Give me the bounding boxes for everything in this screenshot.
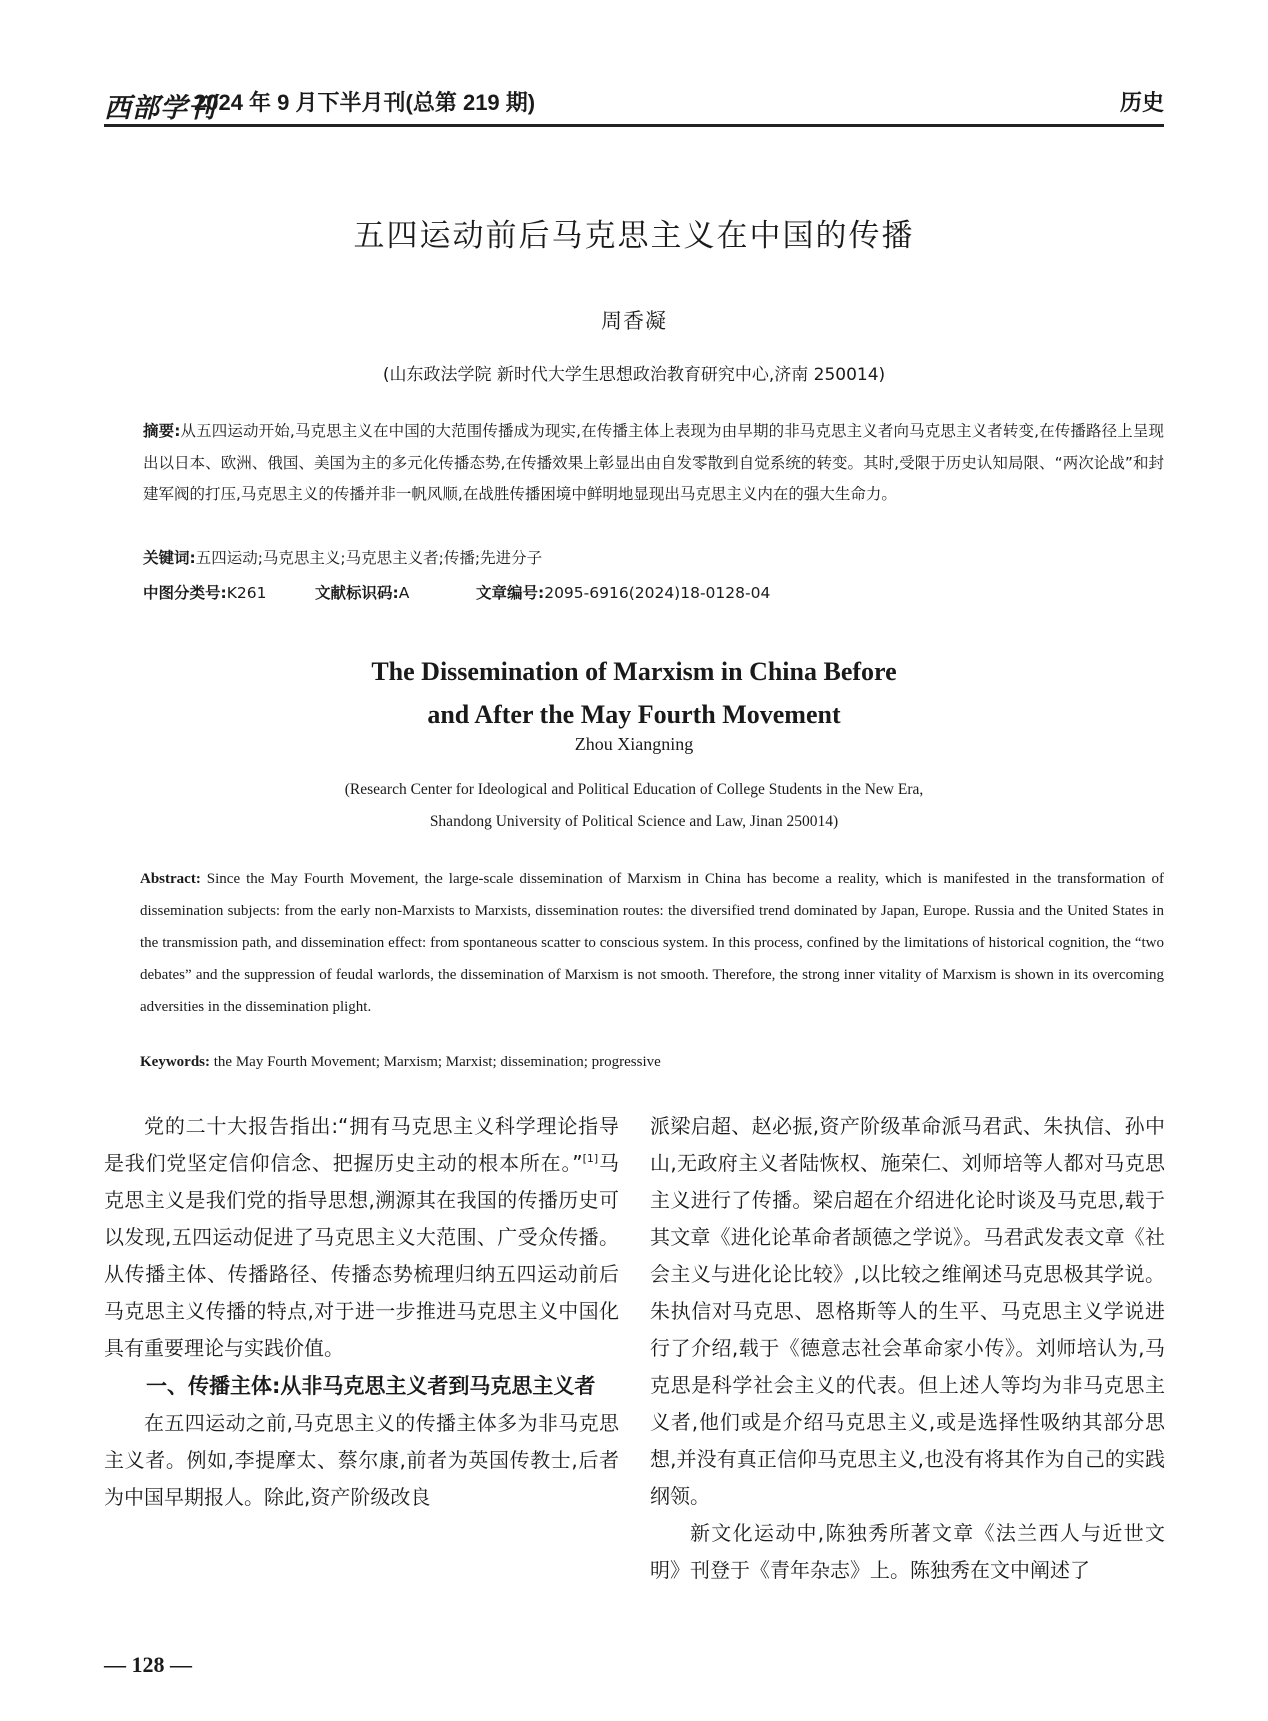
chinese-abstract [143,416,1164,511]
english-keywords [140,1054,1164,1071]
chinese-title: 五四运动前后马克思主义在中国的传播 [353,218,915,254]
english-affiliation-line1: (Research Center for Ideological and Political Education of College Students in the New Era, [344,781,924,798]
body-paragraph: 派梁启超、赵必振,资产阶级革命派马君武、朱执信、孙中山,无政府主义者陆恢权、施荣仁、刘师培等人都对马克思主义进行了传播。梁启超在介绍进化论时谈及马克思,载于其文章《进化论革命者颉德之学说》。马君武发表文章《社会主义与进化论比较》,以比较之维阐述马克思极其学说。朱执信对马克思、恩格斯等人的生平、马克思主义学说进行了介绍,载于《德意志社会革命家小传》。刘师培认为,马克思是科学社会主义的代表。但上述人等均为非马克思主义者,他们或是介绍马克思主义,或是选择性吸纳其部分思想,并没有真正信仰马克思主义,也没有将其作为自己的实践纲领。 [650,1114,1165,1508]
body-paragraph: 新文化运动中,陈独秀所著文章《法兰西人与近世文明》刊登于《青年杂志》上。陈独秀在文中阐述了 [650,1521,1165,1582]
doc-code-value: A [398,584,410,602]
journal-logo: 西部学刊 [104,93,216,124]
body-paragraph: 在五四运动之前,马克思主义的传播主体多为非马克思主义者。例如,李提摩太、蔡尔康,前者为英国传教士,后者为中国早期报人。除此,资产阶级改良 [104,1411,619,1509]
chinese-abstract-label: 摘要: [143,422,181,440]
body-column-right [650,1108,1165,1589]
chinese-keywords [143,546,1164,568]
article-no-item [476,581,770,603]
english-affiliation-line2: Shandong University of Political Science and Law, Jinan 250014) [429,813,839,830]
body-column-left [104,1108,619,1516]
article-no-value: 2095-6916(2024)18-0128-04 [544,584,771,602]
issue-info: 2024 年 9 月下半月刊(总第 219 期) [194,90,536,115]
section-heading: 一、传播主体:从非马克思主义者到马克思主义者 [146,1374,596,1398]
clc-item [143,581,266,603]
english-title-line2: and After the May Fourth Movement [427,700,841,729]
page-number: — 128 — [104,1652,192,1677]
english-title [0,650,1268,736]
chinese-author: 周香凝 [601,309,667,333]
section-label: 历史 [1119,91,1164,116]
english-abstract-text: Since the May Fourth Movement, the large-scale dissemination of Marxism in China has become a reality, which is manifested in the transformation of dissemination subjects: from the early non-Marxists to Marxists, dissemination routes: the diversified trend dominated by Japan, Europe. Russia and the United States in the transmission path, and dissemination effect: from spontaneous scatter to conscious system. In this process, confined by the limitations of historical cognition, the “two debates” and the suppression of feudal warlords, the dissemination of Marxism is not smooth. Therefore, the strong inner vitality of Marxism is shown in its overcoming adversities in the dissemination plight. [140,871,1165,1015]
clc-label: 中图分类号: [143,584,227,602]
article-no-label: 文章编号: [476,584,545,602]
english-author: Zhou Xiangning [574,734,694,754]
body-paragraph [104,1108,619,1367]
doc-code-label: 文献标识码: [315,584,399,602]
paragraph-text: 马克思主义是我们党的指导思想,溯源其在我国的传播历史可以发现,五四运动促进了马克思主义大范围、广受众传播。从传播主体、传播路径、传播态势梳理归纳五四运动前后马克思主义传播的特点,对于进一步推进马克思主义中国化具有重要理论与实践价值。 [104,1151,619,1360]
chinese-abstract-text: 从五四运动开始,马克思主义在中国的大范围传播成为现实,在传播主体上表现为由早期的非马克思主义者向马克思主义者转变,在传播路径上呈现出以日本、欧洲、俄国、美国为主的多元化传播态势,在传播效果上彰显出由自发零散到自觉系统的转变。其时,受限于历史认知局限、“两次论战”和封建军阀的打压,马克思主义的传播并非一帆风顺,在战胜传播困境中鲜明地显现出马克思主义内在的强大生命力。 [143,422,1164,503]
header-rule [104,124,1164,127]
english-abstract [104,863,1164,1023]
clc-value: K261 [226,584,267,602]
running-header [104,84,1164,124]
chinese-affiliation: (山东政法学院 新时代大学生思想政治教育研究中心,济南 250014) [382,365,886,385]
english-affiliation [0,774,1268,838]
chinese-keywords-text: 五四运动;马克思主义;马克思主义者;传播;先进分子 [195,549,543,567]
english-abstract-label: Abstract: [140,871,201,887]
doc-code-item [315,581,409,603]
english-keywords-text: the May Fourth Movement; Marxism; Marxist; dissemination; progressive [213,1054,661,1070]
chinese-keywords-label: 关键词: [143,549,196,567]
english-title-line1: The Dissemination of Marxism in China Before [371,657,897,686]
paragraph-text: 党的二十大报告指出:“拥有马克思主义科学理论指导是我们党坚定信仰信念、把握历史主动的根本所在。” [104,1114,619,1175]
english-keywords-label: Keywords: [140,1054,210,1070]
citation-ref[interactable]: [1] [582,1152,599,1165]
